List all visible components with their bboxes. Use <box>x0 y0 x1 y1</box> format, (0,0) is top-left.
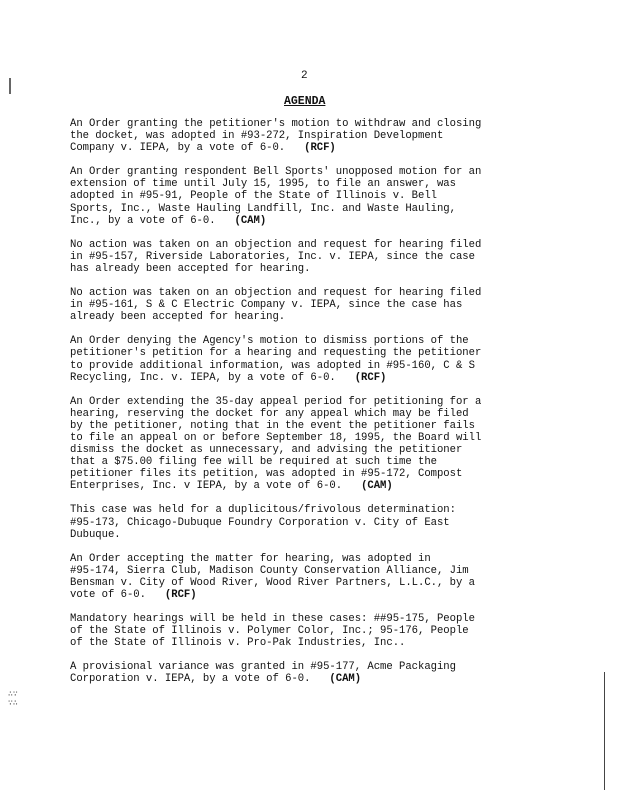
agenda-item-line: to file an appeal on or before September 18, 1995, the Board will <box>70 431 482 444</box>
agenda-item-line: in #95-157, Riverside Laboratories, Inc. v. IEPA, since the case <box>70 250 475 263</box>
staff-code: (CAM) <box>329 673 362 686</box>
agenda-item-line: Sports, Inc., Waste Hauling Landfill, Inc. and Waste Hauling, <box>70 202 456 215</box>
agenda-item-line: already been accepted for hearing. <box>70 311 286 324</box>
agenda-item <box>70 553 548 601</box>
staff-code: (CAM) <box>234 214 267 227</box>
right-edge-line <box>604 672 605 790</box>
agenda-item-line: Dubuque. <box>70 528 121 541</box>
agenda-item-line: No action was taken on an objection and request for hearing filed <box>70 287 482 300</box>
agenda-item <box>70 287 548 323</box>
agenda-item-line: An Order granting the petitioner's motion to withdraw and closing <box>70 118 482 130</box>
agenda-item-line: No action was taken on an objection and request for hearing filed <box>70 238 482 251</box>
agenda-item-line: petitioner files its petition, was adopted in #95-172, Compost <box>70 468 463 481</box>
agenda-item-line: dismiss the docket as unnecessary, and advising the petitioner <box>70 444 463 457</box>
agenda-item <box>70 396 548 493</box>
agenda-item-line: that a $75.00 filing fee will be required at such time the <box>70 456 437 469</box>
agenda-item <box>70 118 548 154</box>
agenda-item-line: An Order denying the Agency's motion to dismiss portions of the <box>70 335 469 348</box>
agenda-item <box>70 335 548 383</box>
agenda-item-line: the docket, was adopted in #93-272, Inspiration Development <box>70 130 444 143</box>
agenda-item <box>70 239 548 275</box>
agenda-item-line: of the State of Illinois v. Pro-Pak Industries, Inc.. <box>70 637 406 650</box>
agenda-item-line: An Order granting respondent Bell Sports' unopposed motion for an <box>70 166 482 179</box>
agenda-item-line: extension of time until July 15, 1995, to file an answer, was <box>70 178 456 191</box>
agenda-item-line: vote of 6-0. <box>70 589 146 601</box>
agenda-item-line: An Order extending the 35-day appeal period for petitioning for a <box>70 395 482 408</box>
staff-code: (RCF) <box>304 142 336 155</box>
agenda-item-line: An Order accepting the matter for hearing, was adopted in <box>70 552 431 565</box>
agenda-item-line: Mandatory hearings will be held in these cases: ##95-175, People <box>70 613 475 626</box>
left-margin-mark <box>9 78 11 94</box>
agenda-item-line: adopted in #95-91, People of the State of Illinois v. Bell <box>70 190 437 203</box>
agenda-item-line: petitioner's petition for a hearing and requesting the petitioner <box>70 347 482 360</box>
agenda-item <box>70 661 548 685</box>
agenda-item-line: Corporation v. IEPA, by a vote of 6-0. <box>70 673 311 686</box>
agenda-item-line: #95-174, Sierra Club, Madison County Conservation Alliance, Jim <box>70 564 469 577</box>
agenda-item-line: #95-173, Chicago-Dubuque Foundry Corporation v. City of East <box>70 516 450 529</box>
staff-code: (RCF) <box>354 371 387 384</box>
agenda-item <box>70 613 548 649</box>
agenda-item-line: has already been accepted for hearing. <box>70 262 311 275</box>
agenda-item-line: to provide additional information, was adopted in #95-160, C & S <box>70 359 475 372</box>
agenda-heading: AGENDA <box>284 95 326 108</box>
agenda-body <box>70 118 548 698</box>
agenda-item-line: Enterprises, Inc. v IEPA, by a vote of 6-0. <box>70 480 343 493</box>
agenda-item-line: Bensman v. City of Wood River, Wood River Partners, L.L.C., by a <box>70 576 475 589</box>
agenda-item-line: Inc., by a vote of 6-0. <box>70 214 216 227</box>
page-number: 2 <box>301 70 308 82</box>
agenda-item-line: by the petitioner, noting that in the event the petitioner fails <box>70 419 475 432</box>
agenda-item-line: Recycling, Inc. v. IEPA, by a vote of 6-0. <box>70 371 336 384</box>
agenda-item-line: of the State of Illinois v. Polymer Color, Inc.; 95-176, People <box>70 625 469 638</box>
staff-code: (CAM) <box>361 480 393 493</box>
agenda-item-line: This case was held for a duplicitous/frivolous determination: <box>70 504 456 517</box>
agenda-item-line: in #95-161, S & C Electric Company v. IEPA, since the case has <box>70 299 463 312</box>
staff-code: (RCF) <box>164 589 197 601</box>
agenda-item-line: Company v. IEPA, by a vote of 6-0. <box>70 142 286 155</box>
agenda-item-line: A provisional variance was granted in #95-177, Acme Packaging <box>70 661 456 674</box>
agenda-item-line: hearing, reserving the docket for any appeal which may be filed <box>70 407 469 420</box>
agenda-item <box>70 166 548 226</box>
agenda-item <box>70 504 548 540</box>
margin-specks: ∴∵ ∵∴ <box>8 690 18 708</box>
